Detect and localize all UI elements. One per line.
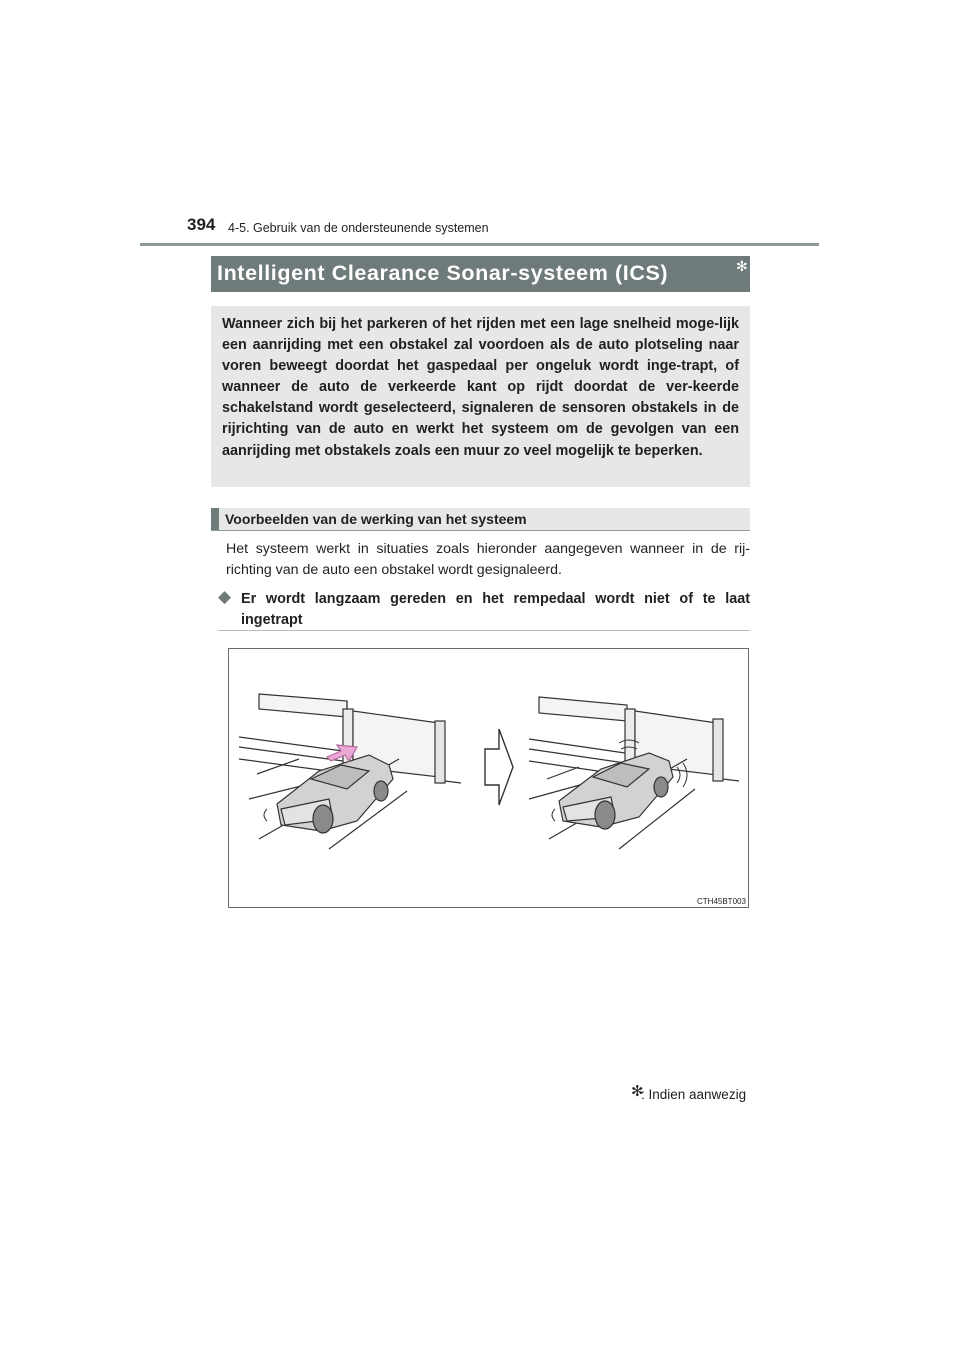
item-heading: Er wordt langzaam gereden en het rempedaal wordt niet of te laat ingetrapt <box>241 591 750 628</box>
diamond-bullet-icon: ◆ <box>218 587 232 606</box>
footnote-text: : Indien aanwezig <box>641 1087 747 1102</box>
subsection-title: Voorbeelden van de werking van het systeem <box>225 511 527 527</box>
figure-code: CTH45BT003 <box>697 897 746 906</box>
illustration-svg <box>229 649 750 909</box>
page-number: 394 <box>187 215 216 234</box>
right-car-icon <box>559 753 673 829</box>
subsection-underline <box>211 530 750 531</box>
intro-text: Wanneer zich bij het parkeren of het rijden met een lage snelheid moge-lijk een aanrijding met een obstakel zal voordoen als de auto plotseling naar voren beweegt doordat het gaspedaal per ongeluk wordt inge-trapt, of wanneer de auto de verkeerde kant op rijdt doordat de ver-keerde schakelstand wordt geselecteerd, signaleren de sensoren obstakels in de rijrichting van de auto en werkt het systeem om de gevolgen van een aanrijding met obstakels zoals een muur zo veel mogelijk te beperken. <box>222 316 739 459</box>
subsection-accent <box>211 508 219 530</box>
illustration-figure <box>228 648 749 908</box>
transition-arrow-icon <box>485 729 513 805</box>
body-text: Het systeem werkt in situaties zoals hieronder aangegeven wanneer in de rij-richting van de auto een obstakel wordt gesignaleerd. <box>226 541 750 578</box>
item-rule <box>218 630 750 631</box>
footnote-asterisk: ✻ <box>631 1083 644 1100</box>
chapter-title: 4-5. Gebruik van de ondersteunende systemen <box>228 221 489 235</box>
header-rule <box>140 243 819 246</box>
section-title: Intelligent Clearance Sonar-systeem (ICS) <box>217 261 669 285</box>
title-asterisk: ✻ <box>736 258 748 274</box>
